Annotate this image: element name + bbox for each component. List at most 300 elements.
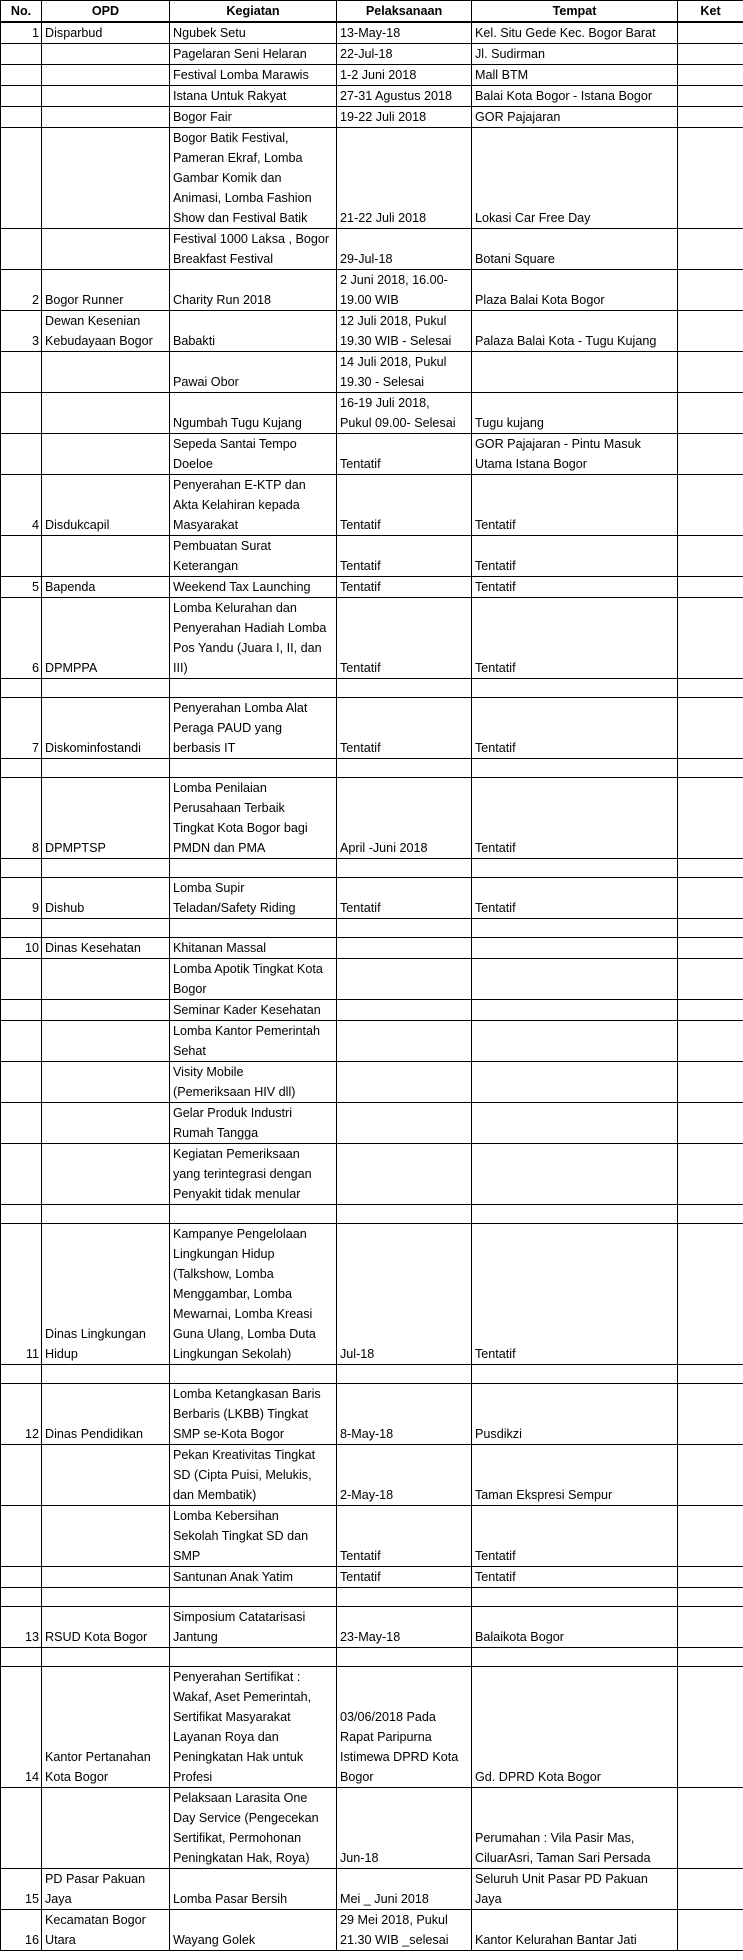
cell-kegiatan: Pelaksaan Larasita One Day Service (Pengecekan Sertifikat, Permohonan Peningkatan Hak, Roya) [170, 1788, 337, 1869]
cell-opd: Bogor Runner [42, 270, 170, 311]
cell-no [1, 1144, 42, 1205]
cell-no: 9 [1, 878, 42, 919]
cell-kegiatan: Festival 1000 Laksa , Bogor Breakfast Festival [170, 229, 337, 270]
cell-ket [678, 1588, 743, 1607]
table-row [1, 536, 743, 577]
cell-ket [678, 1103, 743, 1144]
cell-no: 10 [1, 938, 42, 959]
cell-tempat: Tentatif [472, 778, 678, 859]
table-row [1, 1144, 743, 1205]
cell-tempat: Jl. Sudirman [472, 44, 678, 65]
cell-no: 15 [1, 1869, 42, 1910]
cell-ket [678, 1869, 743, 1910]
header-tempat: Tempat [472, 1, 678, 23]
cell-tempat [472, 759, 678, 778]
cell-kegiatan: Lomba Supir Teladan/Safety Riding [170, 878, 337, 919]
table-row [1, 44, 743, 65]
table-row [1, 352, 743, 393]
cell-opd: DPMPPA [42, 598, 170, 679]
cell-kegiatan: Visity Mobile (Pemeriksaan HIV dll) [170, 1062, 337, 1103]
cell-pelaksanaan: 21-22 Juli 2018 [337, 128, 472, 229]
table-row [1, 1788, 743, 1869]
cell-kegiatan: Lomba Kelurahan dan Penyerahan Hadiah Lomba Pos Yandu (Juara I, II, dan III) [170, 598, 337, 679]
cell-pelaksanaan: 8-May-18 [337, 1384, 472, 1445]
cell-no [1, 65, 42, 86]
cell-tempat [472, 1062, 678, 1103]
cell-ket [678, 1445, 743, 1506]
cell-pelaksanaan: 23-May-18 [337, 1607, 472, 1648]
table-row [1, 698, 743, 759]
cell-no [1, 434, 42, 475]
table-row [1, 311, 743, 352]
cell-kegiatan: Istana Untuk Rakyat [170, 86, 337, 107]
cell-opd: Dinas Pendidikan [42, 1384, 170, 1445]
header-row [1, 1, 743, 23]
cell-no [1, 679, 42, 698]
cell-no [1, 86, 42, 107]
cell-no [1, 859, 42, 878]
header-kegiatan: Kegiatan [170, 1, 337, 23]
table-row [1, 229, 743, 270]
cell-tempat: Taman Ekspresi Sempur [472, 1445, 678, 1506]
cell-kegiatan: Penyerahan E-KTP dan Akta Kelahiran kepada Masyarakat [170, 475, 337, 536]
cell-opd: RSUD Kota Bogor [42, 1607, 170, 1648]
table-row [1, 778, 743, 859]
cell-pelaksanaan: 16-19 Juli 2018, Pukul 09.00- Selesai [337, 393, 472, 434]
cell-opd [42, 86, 170, 107]
cell-pelaksanaan [337, 1021, 472, 1062]
table-row [1, 1062, 743, 1103]
table-row [1, 938, 743, 959]
cell-pelaksanaan: 2-May-18 [337, 1445, 472, 1506]
cell-pelaksanaan: Tentatif [337, 598, 472, 679]
table-row [1, 22, 743, 44]
cell-opd [42, 1648, 170, 1667]
cell-pelaksanaan [337, 859, 472, 878]
cell-opd [42, 107, 170, 128]
cell-ket [678, 22, 743, 44]
cell-ket [678, 1384, 743, 1445]
cell-tempat: Gd. DPRD Kota Bogor [472, 1667, 678, 1788]
cell-pelaksanaan: Tentatif [337, 434, 472, 475]
cell-no [1, 128, 42, 229]
cell-no: 1 [1, 22, 42, 44]
cell-pelaksanaan [337, 959, 472, 1000]
cell-ket [678, 759, 743, 778]
cell-pelaksanaan: Tentatif [337, 475, 472, 536]
cell-tempat [472, 1365, 678, 1384]
cell-opd [42, 536, 170, 577]
cell-pelaksanaan: 13-May-18 [337, 22, 472, 44]
table-row [1, 878, 743, 919]
cell-tempat: Palaza Balai Kota - Tugu Kujang [472, 311, 678, 352]
table-row [1, 1103, 743, 1144]
cell-kegiatan: Santunan Anak Yatim [170, 1567, 337, 1588]
cell-pelaksanaan [337, 1062, 472, 1103]
cell-opd: Dinas Lingkungan Hidup [42, 1224, 170, 1365]
cell-tempat: GOR Pajajaran [472, 107, 678, 128]
cell-ket [678, 778, 743, 859]
cell-kegiatan: Khitanan Massal [170, 938, 337, 959]
table-row [1, 128, 743, 229]
cell-opd [42, 352, 170, 393]
cell-tempat: Botani Square [472, 229, 678, 270]
cell-tempat [472, 352, 678, 393]
cell-no: 12 [1, 1384, 42, 1445]
cell-pelaksanaan: Tentatif [337, 878, 472, 919]
cell-kegiatan: Pembuatan Surat Keterangan [170, 536, 337, 577]
cell-pelaksanaan: Tentatif [337, 1567, 472, 1588]
cell-kegiatan: Gelar Produk Industri Rumah Tangga [170, 1103, 337, 1144]
table-row [1, 1607, 743, 1648]
cell-tempat [472, 959, 678, 1000]
cell-ket [678, 270, 743, 311]
cell-tempat: Mall BTM [472, 65, 678, 86]
cell-ket [678, 1506, 743, 1567]
cell-opd [42, 759, 170, 778]
cell-ket [678, 878, 743, 919]
cell-opd: Bapenda [42, 577, 170, 598]
cell-no: 16 [1, 1910, 42, 1951]
cell-opd: DPMPTSP [42, 778, 170, 859]
table-row [1, 65, 743, 86]
table-row [1, 959, 743, 1000]
cell-ket [678, 859, 743, 878]
cell-tempat [472, 1144, 678, 1205]
cell-ket [678, 352, 743, 393]
cell-no: 2 [1, 270, 42, 311]
cell-no: 6 [1, 598, 42, 679]
cell-no [1, 393, 42, 434]
cell-no [1, 1588, 42, 1607]
cell-kegiatan: Ngumbah Tugu Kujang [170, 393, 337, 434]
cell-ket [678, 44, 743, 65]
cell-opd [42, 959, 170, 1000]
cell-tempat: Pusdikzi [472, 1384, 678, 1445]
cell-ket [678, 1910, 743, 1951]
cell-opd: Dinas Kesehatan [42, 938, 170, 959]
cell-pelaksanaan: April -Juni 2018 [337, 778, 472, 859]
cell-pelaksanaan: 2 Juni 2018, 16.00- 19.00 WIB [337, 270, 472, 311]
cell-pelaksanaan: 19-22 Juli 2018 [337, 107, 472, 128]
cell-no [1, 1567, 42, 1588]
cell-tempat: Tentatif [472, 698, 678, 759]
cell-tempat [472, 1588, 678, 1607]
cell-kegiatan: Penyerahan Lomba Alat Peraga PAUD yang berbasis IT [170, 698, 337, 759]
cell-ket [678, 393, 743, 434]
cell-ket [678, 1667, 743, 1788]
table-row [1, 1365, 743, 1384]
cell-no [1, 1062, 42, 1103]
cell-ket [678, 1788, 743, 1869]
cell-no [1, 1365, 42, 1384]
table-row [1, 1667, 743, 1788]
table-row [1, 393, 743, 434]
cell-opd [42, 1205, 170, 1224]
cell-no: 3 [1, 311, 42, 352]
cell-kegiatan: Lomba Kantor Pemerintah Sehat [170, 1021, 337, 1062]
table-row [1, 270, 743, 311]
table-row [1, 86, 743, 107]
cell-tempat: Tentatif [472, 878, 678, 919]
cell-ket [678, 311, 743, 352]
table-row [1, 475, 743, 536]
cell-no [1, 1103, 42, 1144]
cell-ket [678, 1205, 743, 1224]
cell-opd: Disparbud [42, 22, 170, 44]
cell-tempat: Tentatif [472, 577, 678, 598]
cell-opd [42, 1365, 170, 1384]
cell-ket [678, 698, 743, 759]
table-row [1, 859, 743, 878]
cell-pelaksanaan: 1-2 Juni 2018 [337, 65, 472, 86]
cell-no [1, 229, 42, 270]
cell-kegiatan [170, 679, 337, 698]
cell-kegiatan: Bogor Batik Festival, Pameran Ekraf, Lomba Gambar Komik dan Animasi, Lomba Fashion Show dan Festival Batik [170, 128, 337, 229]
cell-tempat: Balaikota Bogor [472, 1607, 678, 1648]
cell-kegiatan: Bogor Fair [170, 107, 337, 128]
cell-tempat: Tentatif [472, 536, 678, 577]
cell-kegiatan: Pekan Kreativitas Tingkat SD (Cipta Puisi, Melukis, dan Membatik) [170, 1445, 337, 1506]
table-row [1, 1506, 743, 1567]
cell-kegiatan: Lomba Penilaian Perusahaan Terbaik Tingkat Kota Bogor bagi PMDN dan PMA [170, 778, 337, 859]
cell-ket [678, 1648, 743, 1667]
cell-no [1, 536, 42, 577]
cell-ket [678, 107, 743, 128]
table-row [1, 1869, 743, 1910]
cell-pelaksanaan [337, 1000, 472, 1021]
cell-opd [42, 1445, 170, 1506]
cell-pelaksanaan: 12 Juli 2018, Pukul 19.30 WIB - Selesai [337, 311, 472, 352]
cell-opd [42, 1788, 170, 1869]
table-row [1, 1224, 743, 1365]
cell-pelaksanaan: 22-Jul-18 [337, 44, 472, 65]
header-ket: Ket [678, 1, 743, 23]
cell-opd [42, 229, 170, 270]
cell-no [1, 1205, 42, 1224]
cell-opd [42, 1506, 170, 1567]
cell-opd: Dewan Kesenian Kebudayaan Bogor [42, 311, 170, 352]
cell-tempat: Seluruh Unit Pasar PD Pakuan Jaya [472, 1869, 678, 1910]
cell-pelaksanaan: 27-31 Agustus 2018 [337, 86, 472, 107]
cell-kegiatan [170, 859, 337, 878]
cell-no [1, 1000, 42, 1021]
cell-no: 7 [1, 698, 42, 759]
cell-no: 14 [1, 1667, 42, 1788]
cell-no [1, 1506, 42, 1567]
cell-opd [42, 1567, 170, 1588]
cell-tempat [472, 919, 678, 938]
cell-tempat: Balai Kota Bogor - Istana Bogor [472, 86, 678, 107]
cell-no: 11 [1, 1224, 42, 1365]
cell-pelaksanaan [337, 679, 472, 698]
cell-kegiatan [170, 1648, 337, 1667]
cell-ket [678, 1224, 743, 1365]
table-row [1, 577, 743, 598]
cell-ket [678, 128, 743, 229]
cell-kegiatan [170, 919, 337, 938]
cell-opd: Kecamatan Bogor Utara [42, 1910, 170, 1951]
cell-kegiatan: Seminar Kader Kesehatan [170, 1000, 337, 1021]
cell-opd [42, 1062, 170, 1103]
table-row [1, 598, 743, 679]
cell-ket [678, 475, 743, 536]
cell-opd: Diskominfostandi [42, 698, 170, 759]
cell-opd [42, 44, 170, 65]
cell-opd [42, 1588, 170, 1607]
cell-kegiatan: Lomba Pasar Bersih [170, 1869, 337, 1910]
cell-opd [42, 1021, 170, 1062]
cell-pelaksanaan: 29 Mei 2018, Pukul 21.30 WIB _selesai [337, 1910, 472, 1951]
cell-kegiatan: Kegiatan Pemeriksaan yang terintegrasi dengan Penyakit tidak menular [170, 1144, 337, 1205]
cell-no [1, 1648, 42, 1667]
cell-kegiatan: Sepeda Santai Tempo Doeloe [170, 434, 337, 475]
table-row [1, 1384, 743, 1445]
table-row [1, 919, 743, 938]
cell-tempat [472, 1021, 678, 1062]
cell-ket [678, 65, 743, 86]
cell-no: 8 [1, 778, 42, 859]
cell-tempat: Perumahan : Vila Pasir Mas, CiluarAsri, Taman Sari Persada [472, 1788, 678, 1869]
cell-ket [678, 1365, 743, 1384]
cell-opd [42, 859, 170, 878]
cell-ket [678, 536, 743, 577]
cell-tempat: Tentatif [472, 475, 678, 536]
cell-pelaksanaan: Tentatif [337, 577, 472, 598]
cell-tempat: Kel. Situ Gede Kec. Bogor Barat [472, 22, 678, 44]
cell-no [1, 919, 42, 938]
cell-ket [678, 1567, 743, 1588]
cell-tempat [472, 1103, 678, 1144]
cell-opd [42, 1000, 170, 1021]
table-row [1, 1910, 743, 1951]
cell-tempat: Lokasi Car Free Day [472, 128, 678, 229]
table-row [1, 1588, 743, 1607]
cell-kegiatan: Festival Lomba Marawis [170, 65, 337, 86]
cell-ket [678, 938, 743, 959]
cell-kegiatan: Charity Run 2018 [170, 270, 337, 311]
table-row [1, 1648, 743, 1667]
cell-opd [42, 1103, 170, 1144]
cell-kegiatan: Wayang Golek [170, 1910, 337, 1951]
cell-pelaksanaan: 03/06/2018 Pada Rapat Paripurna Istimewa DPRD Kota Bogor [337, 1667, 472, 1788]
cell-pelaksanaan [337, 759, 472, 778]
cell-opd: PD Pasar Pakuan Jaya [42, 1869, 170, 1910]
cell-pelaksanaan: 29-Jul-18 [337, 229, 472, 270]
cell-ket [678, 434, 743, 475]
cell-ket [678, 1607, 743, 1648]
cell-tempat [472, 938, 678, 959]
cell-no [1, 759, 42, 778]
table-row [1, 759, 743, 778]
cell-kegiatan: Weekend Tax Launching [170, 577, 337, 598]
cell-ket [678, 1000, 743, 1021]
cell-opd: Kantor Pertanahan Kota Bogor [42, 1667, 170, 1788]
cell-opd [42, 128, 170, 229]
cell-kegiatan: Babakti [170, 311, 337, 352]
cell-kegiatan: Lomba Apotik Tingkat Kota Bogor [170, 959, 337, 1000]
cell-kegiatan: Lomba Ketangkasan Baris Berbaris (LKBB) Tingkat SMP se-Kota Bogor [170, 1384, 337, 1445]
cell-no: 5 [1, 577, 42, 598]
cell-opd [42, 65, 170, 86]
cell-kegiatan [170, 759, 337, 778]
cell-opd [42, 393, 170, 434]
cell-ket [678, 577, 743, 598]
cell-kegiatan: Ngubek Setu [170, 22, 337, 44]
cell-tempat: Tugu kujang [472, 393, 678, 434]
cell-ket [678, 1021, 743, 1062]
cell-kegiatan: Simposium Catatarisasi Jantung [170, 1607, 337, 1648]
cell-ket [678, 919, 743, 938]
cell-tempat [472, 859, 678, 878]
cell-tempat [472, 679, 678, 698]
cell-opd [42, 1144, 170, 1205]
cell-pelaksanaan: Mei _ Juni 2018 [337, 1869, 472, 1910]
cell-no: 13 [1, 1607, 42, 1648]
cell-tempat: Tentatif [472, 1224, 678, 1365]
cell-pelaksanaan [337, 1588, 472, 1607]
table-row [1, 1021, 743, 1062]
cell-kegiatan: Lomba Kebersihan Sekolah Tingkat SD dan SMP [170, 1506, 337, 1567]
cell-tempat: Tentatif [472, 1506, 678, 1567]
cell-tempat: Kantor Kelurahan Bantar Jati [472, 1910, 678, 1951]
cell-no [1, 959, 42, 1000]
cell-pelaksanaan [337, 938, 472, 959]
cell-ket [678, 1144, 743, 1205]
table-row [1, 107, 743, 128]
cell-pelaksanaan [337, 1648, 472, 1667]
cell-ket [678, 229, 743, 270]
table-row [1, 1205, 743, 1224]
cell-opd [42, 919, 170, 938]
cell-pelaksanaan [337, 1144, 472, 1205]
cell-pelaksanaan: Tentatif [337, 1506, 472, 1567]
cell-no [1, 1021, 42, 1062]
cell-opd: Dishub [42, 878, 170, 919]
table-row [1, 1567, 743, 1588]
cell-kegiatan: Kampanye Pengelolaan Lingkungan Hidup (Talkshow, Lomba Menggambar, Lomba Mewarnai, Lomba Kreasi Guna Ulang, Lomba Duta Lingkungan Sekolah) [170, 1224, 337, 1365]
cell-pelaksanaan: Tentatif [337, 698, 472, 759]
cell-no [1, 1445, 42, 1506]
cell-no [1, 44, 42, 65]
table-row [1, 1445, 743, 1506]
cell-ket [678, 679, 743, 698]
cell-ket [678, 959, 743, 1000]
cell-no [1, 352, 42, 393]
cell-kegiatan [170, 1365, 337, 1384]
cell-tempat [472, 1205, 678, 1224]
cell-kegiatan [170, 1588, 337, 1607]
cell-no [1, 107, 42, 128]
cell-opd [42, 679, 170, 698]
cell-tempat [472, 1648, 678, 1667]
cell-pelaksanaan: Tentatif [337, 536, 472, 577]
cell-pelaksanaan [337, 1103, 472, 1144]
cell-kegiatan: Pawai Obor [170, 352, 337, 393]
cell-kegiatan [170, 1205, 337, 1224]
cell-opd [42, 434, 170, 475]
cell-ket [678, 1062, 743, 1103]
cell-pelaksanaan: Jul-18 [337, 1224, 472, 1365]
cell-tempat: Tentatif [472, 598, 678, 679]
cell-kegiatan: Penyerahan Sertifikat : Wakaf, Aset Pemerintah, Sertifikat Masyarakat Layanan Roya dan Peningkatan Hak untuk Profesi [170, 1667, 337, 1788]
cell-pelaksanaan: 14 Juli 2018, Pukul 19.30 - Selesai [337, 352, 472, 393]
cell-pelaksanaan: Jun-18 [337, 1788, 472, 1869]
header-opd: OPD [42, 1, 170, 23]
cell-pelaksanaan [337, 1365, 472, 1384]
cell-tempat: GOR Pajajaran - Pintu Masuk Utama Istana Bogor [472, 434, 678, 475]
table-row [1, 1000, 743, 1021]
